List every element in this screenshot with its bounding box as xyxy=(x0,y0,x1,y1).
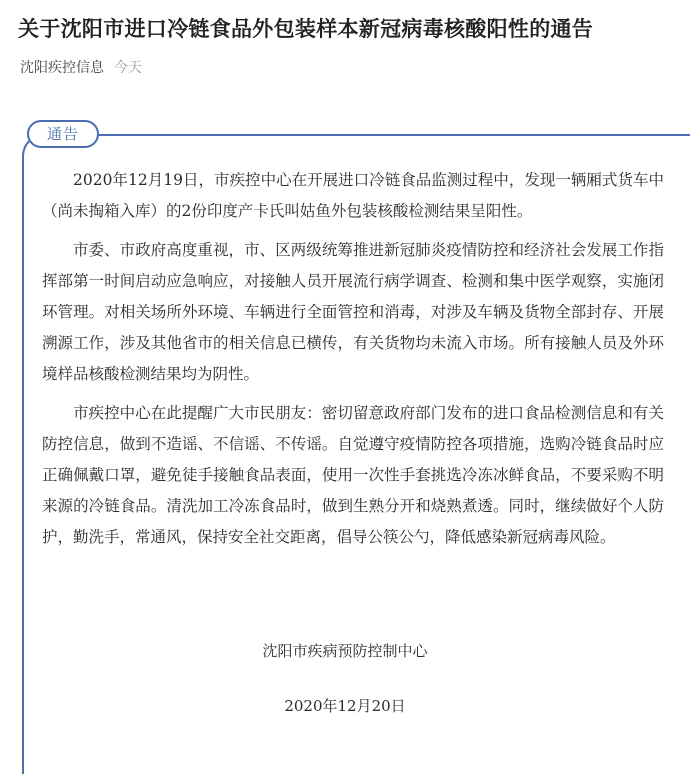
notice-date: 2020年12月20日 xyxy=(284,697,406,715)
issuing-organization: 沈阳市疾病预防控制中心 xyxy=(262,642,428,660)
notice-paragraph: 市疾控中心在此提醒广大市民朋友：密切留意政府部门发布的进口食品检测信息和有关防控信息，做到不造谣、不信谣、不传谣。自觉遵守疫情防控各项措施，选购冷链食品时应正确佩戴口罩，避免徒手接触食品表面，使用一次性手套挑选冷冻冰鲜食品，不要采购不明来源的冷链食品。清洗加工冷冻食品时，做到生熟分开和烧熟煮透。同时，继续做好个人防护，勤洗手，常通风，保持安全社交距离，倡导公筷公勺，降低感染新冠病毒风险。 xyxy=(42,404,664,546)
publish-time: 今天 xyxy=(114,60,142,76)
article-meta xyxy=(20,58,142,78)
notice-paragraph: 市委、市政府高度重视，市、区两级统筹推进新冠肺炎疫情防控和经济社会发展工作指挥部第一时间启动应急响应，对接触人员开展流行病学调查、检测和集中医学观察，实施闭环管理。对相关场所外环境、车辆进行全面管控和消毒，对涉及车辆及货物全部封存、开展溯源工作，涉及其他省市的相关信息已横传，有关货物均未流入市场。所有接触人员及外环境样品核酸检测结果均为阴性。 xyxy=(42,241,664,383)
notice-body xyxy=(42,165,664,561)
source-link[interactable]: 沈阳疾控信息 xyxy=(20,60,104,76)
notice-tag: 通告 xyxy=(27,120,99,148)
notice-paragraph: 2020年12月19日，市疾控中心在开展进口冷链食品监测过程中，发现一辆厢式货车中（尚未掏箱入库）的2份印度产卡氏叫姑鱼外包装核酸检测结果呈阳性。 xyxy=(42,171,664,220)
article-title: 关于沈阳市进口冷链食品外包装样本新冠病毒核酸阳性的通告 xyxy=(18,17,594,41)
